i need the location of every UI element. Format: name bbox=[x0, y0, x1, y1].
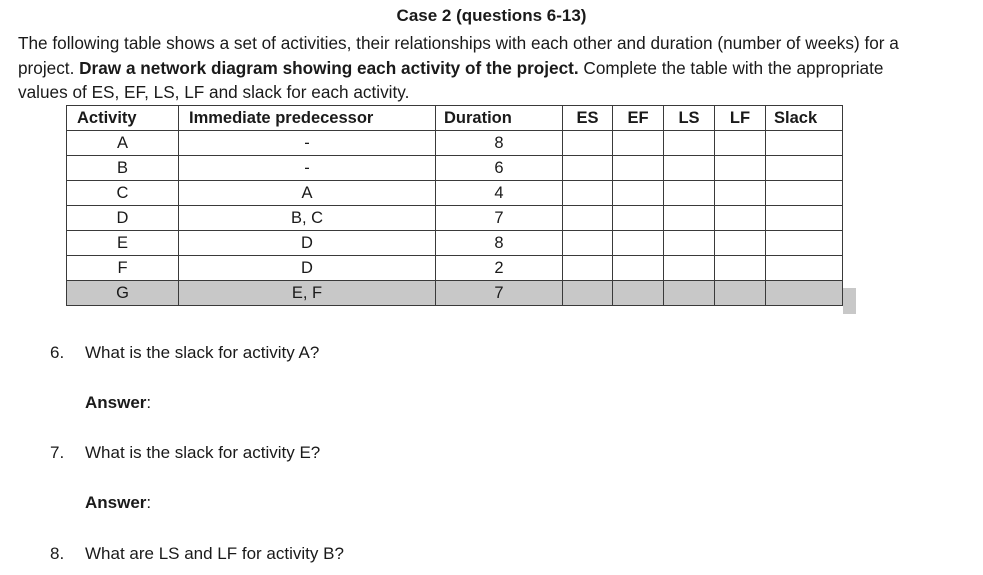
cell-ef bbox=[613, 156, 664, 181]
question-text: What is the slack for activity A? bbox=[85, 343, 320, 362]
cell-es bbox=[563, 156, 613, 181]
answer-label bbox=[85, 393, 151, 413]
shaded-row-extension bbox=[843, 288, 856, 314]
intro-paragraph bbox=[18, 31, 918, 105]
cell-ls bbox=[664, 231, 715, 256]
question-number: 7. bbox=[50, 443, 65, 462]
table-row bbox=[67, 156, 843, 181]
answer-label-bold: Answer bbox=[85, 393, 147, 412]
cell-slack bbox=[766, 281, 843, 306]
cell-activity: D bbox=[67, 206, 179, 231]
cell-activity: E bbox=[67, 231, 179, 256]
cell-lf bbox=[715, 156, 766, 181]
cell-duration: 6 bbox=[436, 156, 563, 181]
header-ef: EF bbox=[613, 106, 664, 131]
header-ls: LS bbox=[664, 106, 715, 131]
cell-lf bbox=[715, 131, 766, 156]
cell-es bbox=[563, 206, 613, 231]
header-predecessor: Immediate predecessor bbox=[179, 106, 436, 131]
cell-lf bbox=[715, 281, 766, 306]
cell-duration: 2 bbox=[436, 256, 563, 281]
intro-bold-instruction: Draw a network diagram showing each activity of the project. bbox=[79, 57, 579, 78]
cell-es bbox=[563, 181, 613, 206]
question-text: What is the slack for activity E? bbox=[85, 443, 321, 462]
cell-activity: C bbox=[67, 181, 179, 206]
cell-ls bbox=[664, 281, 715, 306]
cell-predecessor: A bbox=[179, 181, 436, 206]
answer-label-bold: Answer bbox=[85, 493, 147, 512]
table-row bbox=[67, 206, 843, 231]
cell-slack bbox=[766, 181, 843, 206]
activity-table bbox=[66, 105, 843, 306]
cell-slack bbox=[766, 156, 843, 181]
cell-ls bbox=[664, 206, 715, 231]
cell-lf bbox=[715, 231, 766, 256]
cell-es bbox=[563, 281, 613, 306]
cell-es bbox=[563, 231, 613, 256]
cell-predecessor: E, F bbox=[179, 281, 436, 306]
cell-ls bbox=[664, 131, 715, 156]
cell-slack bbox=[766, 256, 843, 281]
cell-predecessor: - bbox=[179, 131, 436, 156]
cell-ef bbox=[613, 181, 664, 206]
cell-activity: B bbox=[67, 156, 179, 181]
cell-ls bbox=[664, 156, 715, 181]
cell-duration: 4 bbox=[436, 181, 563, 206]
header-activity: Activity bbox=[67, 106, 179, 131]
cell-predecessor: D bbox=[179, 256, 436, 281]
cell-duration: 7 bbox=[436, 206, 563, 231]
table-row bbox=[67, 131, 843, 156]
question-text: What are LS and LF for activity B? bbox=[85, 544, 344, 563]
cell-activity: G bbox=[67, 281, 179, 306]
cell-slack bbox=[766, 131, 843, 156]
intro-text-1: The following table shows a set of activities, their relationships with each other and duration (number of weeks) for a project. bbox=[18, 33, 899, 78]
cell-ef bbox=[613, 231, 664, 256]
header-lf: LF bbox=[715, 106, 766, 131]
cell-ls bbox=[664, 181, 715, 206]
answer-label bbox=[85, 493, 151, 513]
answer-colon: : bbox=[146, 493, 152, 512]
header-slack: Slack bbox=[766, 106, 843, 131]
cell-activity: A bbox=[67, 131, 179, 156]
header-duration: Duration bbox=[436, 106, 563, 131]
cell-es bbox=[563, 131, 613, 156]
question-number: 8. bbox=[50, 544, 65, 563]
cell-predecessor: B, C bbox=[179, 206, 436, 231]
cell-duration: 8 bbox=[436, 231, 563, 256]
intro-text-2: Complete the table with the appropriate values of ES, EF, LS, LF and slack for each activity. bbox=[18, 57, 884, 103]
cell-activity: F bbox=[67, 256, 179, 281]
cell-lf bbox=[715, 181, 766, 206]
cell-predecessor: D bbox=[179, 231, 436, 256]
answer-colon: : bbox=[146, 393, 152, 412]
cell-slack bbox=[766, 231, 843, 256]
cell-ls bbox=[664, 256, 715, 281]
table-row bbox=[67, 231, 843, 256]
table-row-shaded bbox=[67, 281, 843, 306]
cell-ef bbox=[613, 131, 664, 156]
cell-lf bbox=[715, 206, 766, 231]
cell-lf bbox=[715, 256, 766, 281]
header-es: ES bbox=[563, 106, 613, 131]
cell-duration: 7 bbox=[436, 281, 563, 306]
table-header-row bbox=[67, 106, 843, 131]
cell-ef bbox=[613, 206, 664, 231]
cell-es bbox=[563, 256, 613, 281]
cell-slack bbox=[766, 206, 843, 231]
cell-duration: 8 bbox=[436, 131, 563, 156]
cell-ef bbox=[613, 281, 664, 306]
page-title: Case 2 (questions 6-13) bbox=[396, 6, 587, 25]
cell-ef bbox=[613, 256, 664, 281]
table-row bbox=[67, 256, 843, 281]
question-number: 6. bbox=[50, 343, 65, 362]
table-row bbox=[67, 181, 843, 206]
cell-predecessor: - bbox=[179, 156, 436, 181]
